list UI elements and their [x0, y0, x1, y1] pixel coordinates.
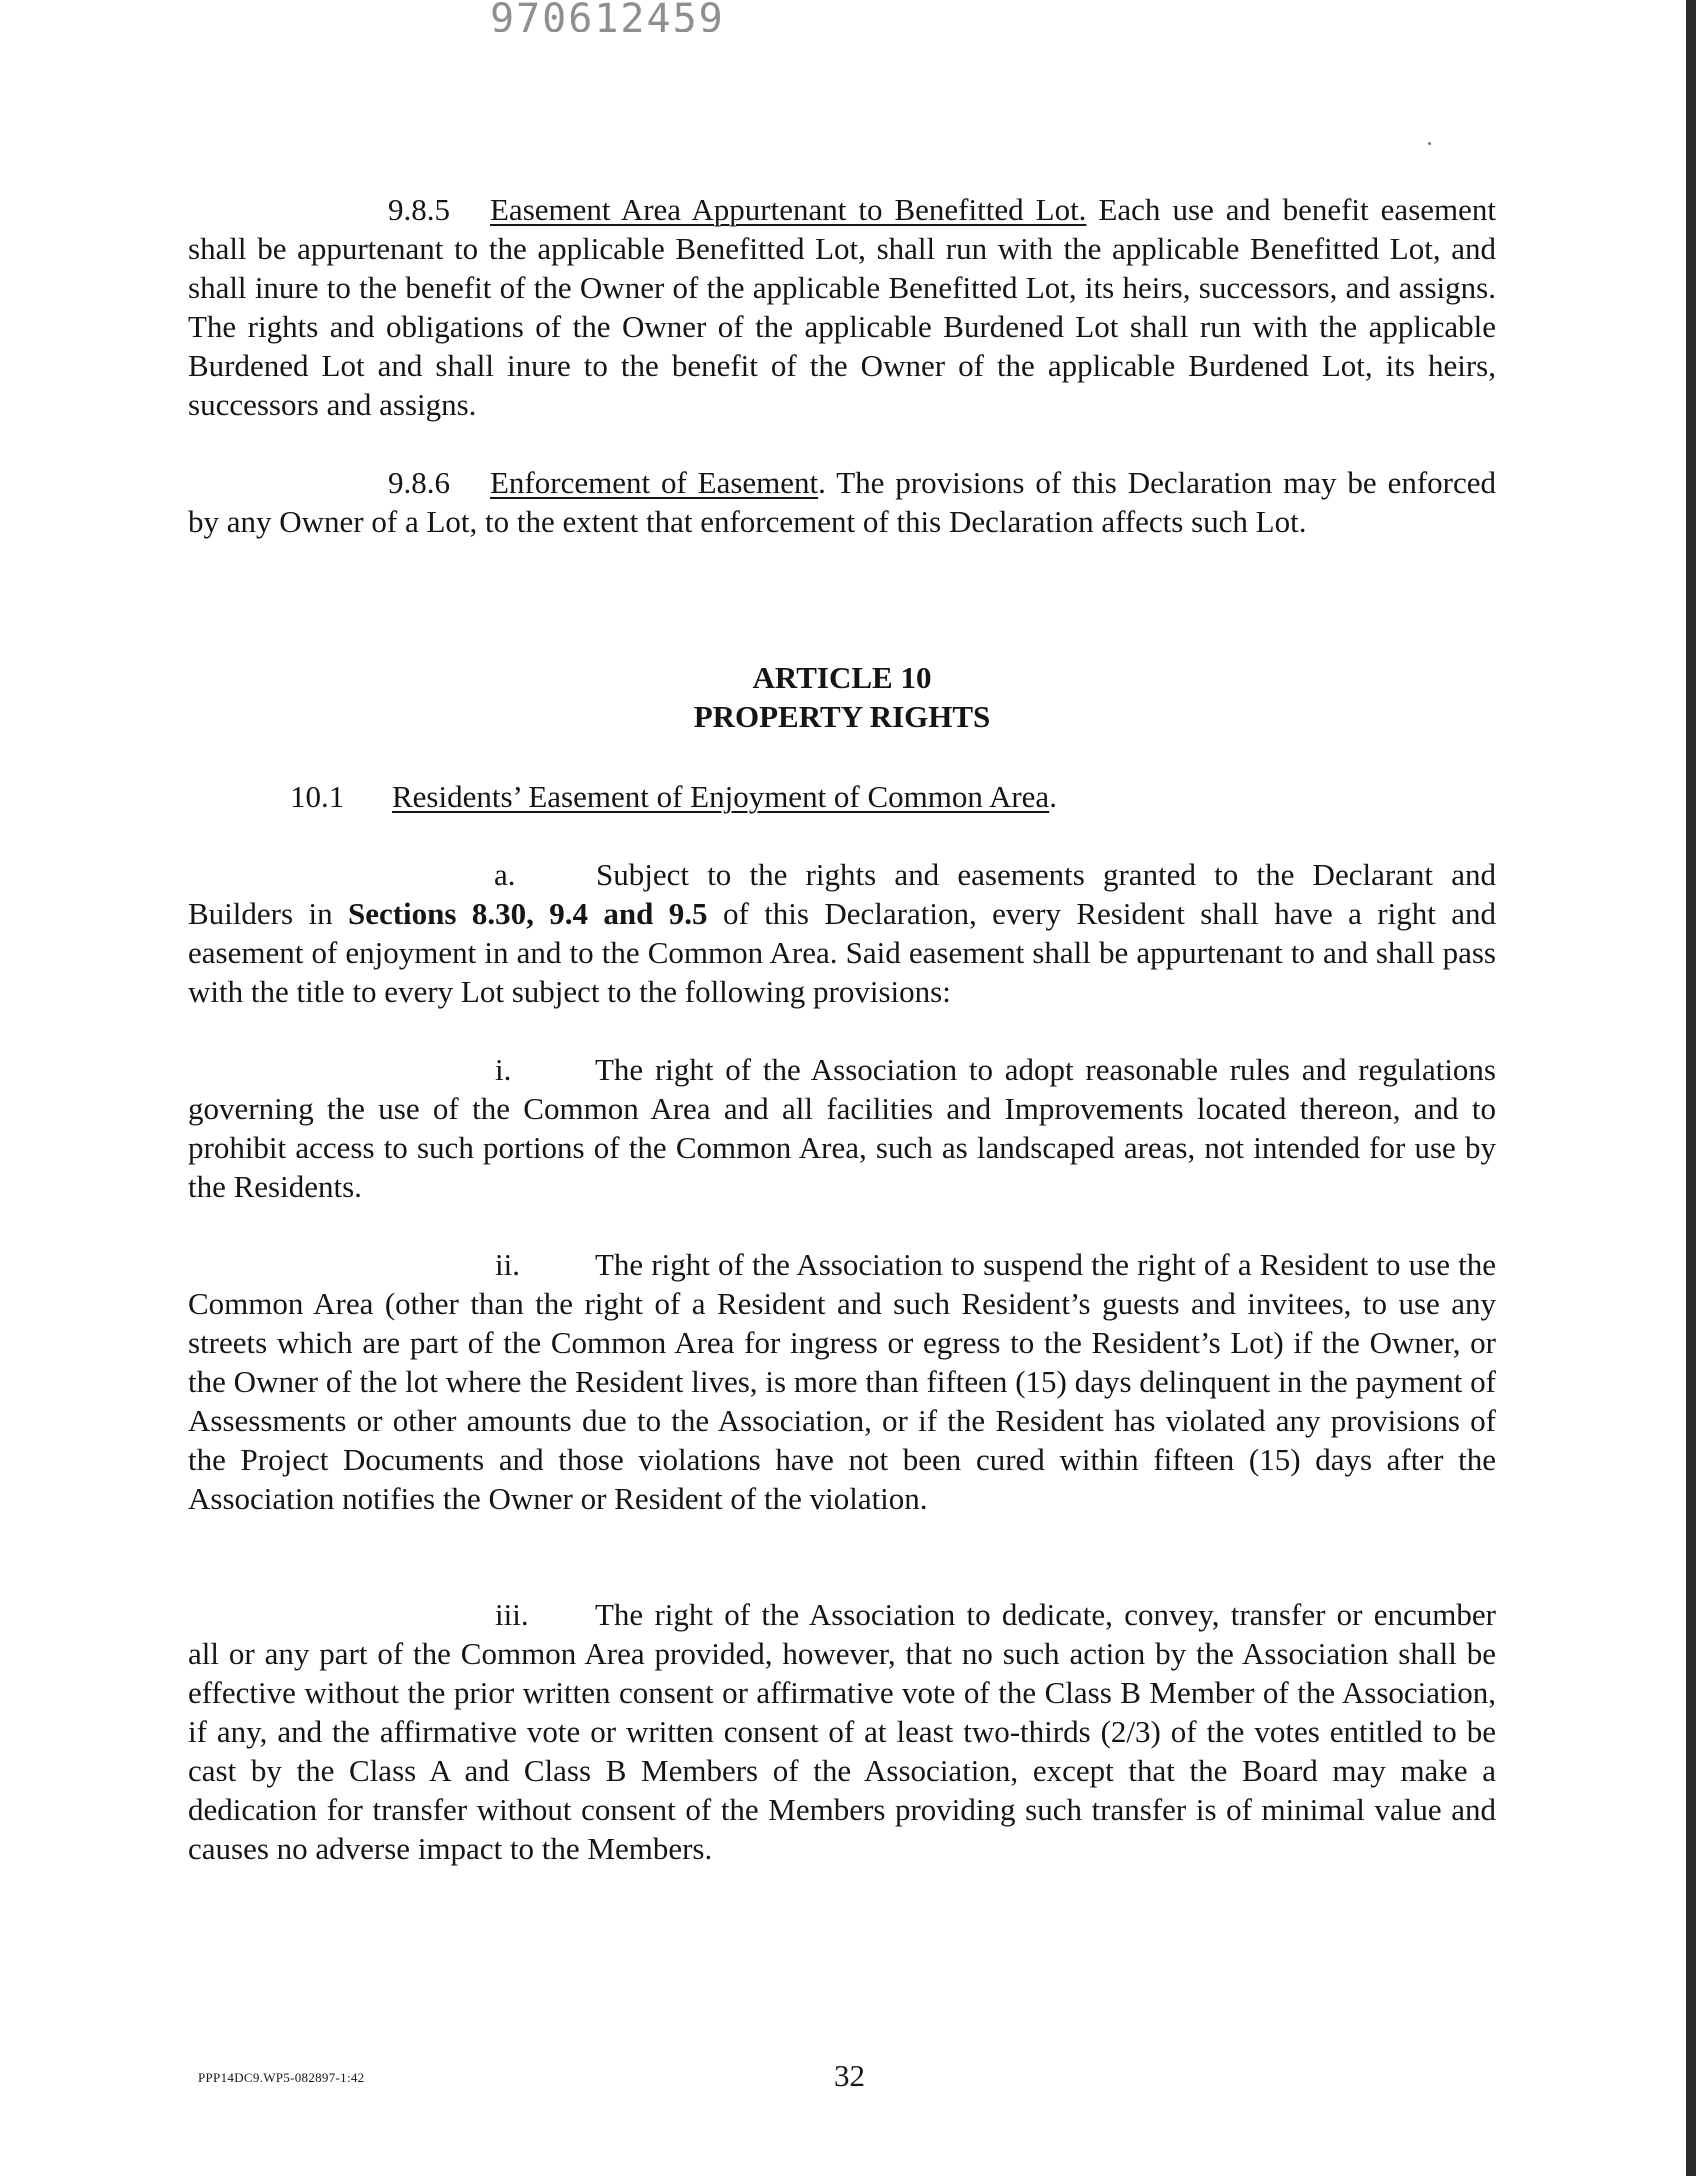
- section-number: 10.1: [290, 779, 345, 814]
- provision-body: The right of the Association to suspend the right of a Resident to use the Common Area (other than the right of a Resident and such Resident’s guests and invitees, to use any streets which are part of the Common Area for ingress or egress to the Resident’s Lot) if the Owner, or the Owner of the lot where the Resident lives, is more than fifteen (15) days delinquent in the payment of Assessments or other amounts due to the Association, or if the Resident has violated any provisions of the Project Documents and those violations have not been cured within fifteen (15) days after the Association notifies the Owner or Resident of the violation.: [188, 1247, 1496, 1516]
- provision-i: [188, 1050, 1496, 1206]
- footer-document-code: PPP14DC9.WP5-082897-1:42: [198, 2070, 365, 2085]
- provision-body: The right of the Association to dedicate, convey, transfer or encumber all or any part of the Common Area provided, however, that no such action by the Association shall be effective without the prior written consent or affirmative vote of the Class B Member of the Association, if any, and the affirmative vote or written consent of at least two-thirds (2/3) of the votes entitled to be cast by the Class A and Class B Members of the Association, except that the Board may make a dedication for transfer without consent of the Members providing such transfer is of minimal value and causes no adverse impact to the Members.: [188, 1597, 1496, 1866]
- page-number: 32: [834, 2058, 865, 2093]
- scan-speck: [1428, 142, 1431, 145]
- provision-label: ii.: [495, 1247, 520, 1282]
- scan-edge-border: [1686, 0, 1696, 2176]
- article-number: ARTICLE 10: [752, 660, 932, 695]
- provision-ii: [188, 1245, 1496, 1518]
- section-title-period: .: [1049, 779, 1057, 814]
- section-9-8-6: [188, 463, 1496, 541]
- subsection-text-lead: Subject to the rights and easements granted to the Declarant and Builders in: [188, 857, 1496, 931]
- section-title: Easement Area Appurtenant to Benefitted Lot.: [490, 192, 1087, 227]
- section-number: 9.8.6: [388, 465, 450, 500]
- article-title: PROPERTY RIGHTS: [693, 699, 991, 734]
- section-body: Each use and benefit easement shall be appurtenant to the applicable Benefitted Lot, shall run with the applicable Benefitted Lot, and shall inure to the benefit of the Owner of the applicable Benefitted Lot, its heirs, successors, and assigns. The rights and obligations of the Owner of the applicable Burdened Lot shall run with the applicable Burdened Lot and shall inure to the benefit of the Owner of the applicable Burdened Lot, its heirs, successors and assigns.: [188, 192, 1497, 422]
- section-title: Enforcement of Easement: [490, 465, 819, 500]
- subsection-a: [188, 855, 1496, 1011]
- subsection-label: a.: [494, 857, 516, 892]
- section-title: Residents’ Easement of Enjoyment of Common Area: [392, 779, 1050, 814]
- article-heading: [188, 658, 1496, 736]
- document-stamp-number: 970612459: [490, 0, 725, 32]
- provision-iii: [188, 1595, 1496, 1868]
- provision-body: The right of the Association to adopt reasonable rules and regulations governing the use of the Common Area and all facilities and Improvements located thereon, and to prohibit access to such portions of the Common Area, such as landscaped areas, not intended for use by the Residents.: [188, 1052, 1496, 1204]
- section-number: 9.8.5: [388, 192, 450, 227]
- subsection-section-refs: Sections 8.30, 9.4 and 9.5: [347, 896, 708, 931]
- section-9-8-5: [188, 190, 1496, 424]
- provision-label: i.: [495, 1052, 512, 1087]
- subsection-text-rest: of this Declaration, every Resident shall have a right and easement of enjoyment in and to the Common Area. Said easement shall be appurtenant to and shall pass with the title to every Lot subject to the following provisions:: [188, 896, 1496, 1009]
- provision-label: iii.: [495, 1597, 529, 1632]
- section-body: . The provisions of this Declaration may be enforced by any Owner of a Lot, to the extent that enforcement of this Declaration affects such Lot.: [188, 465, 1496, 539]
- section-10-1-heading: [290, 777, 1057, 816]
